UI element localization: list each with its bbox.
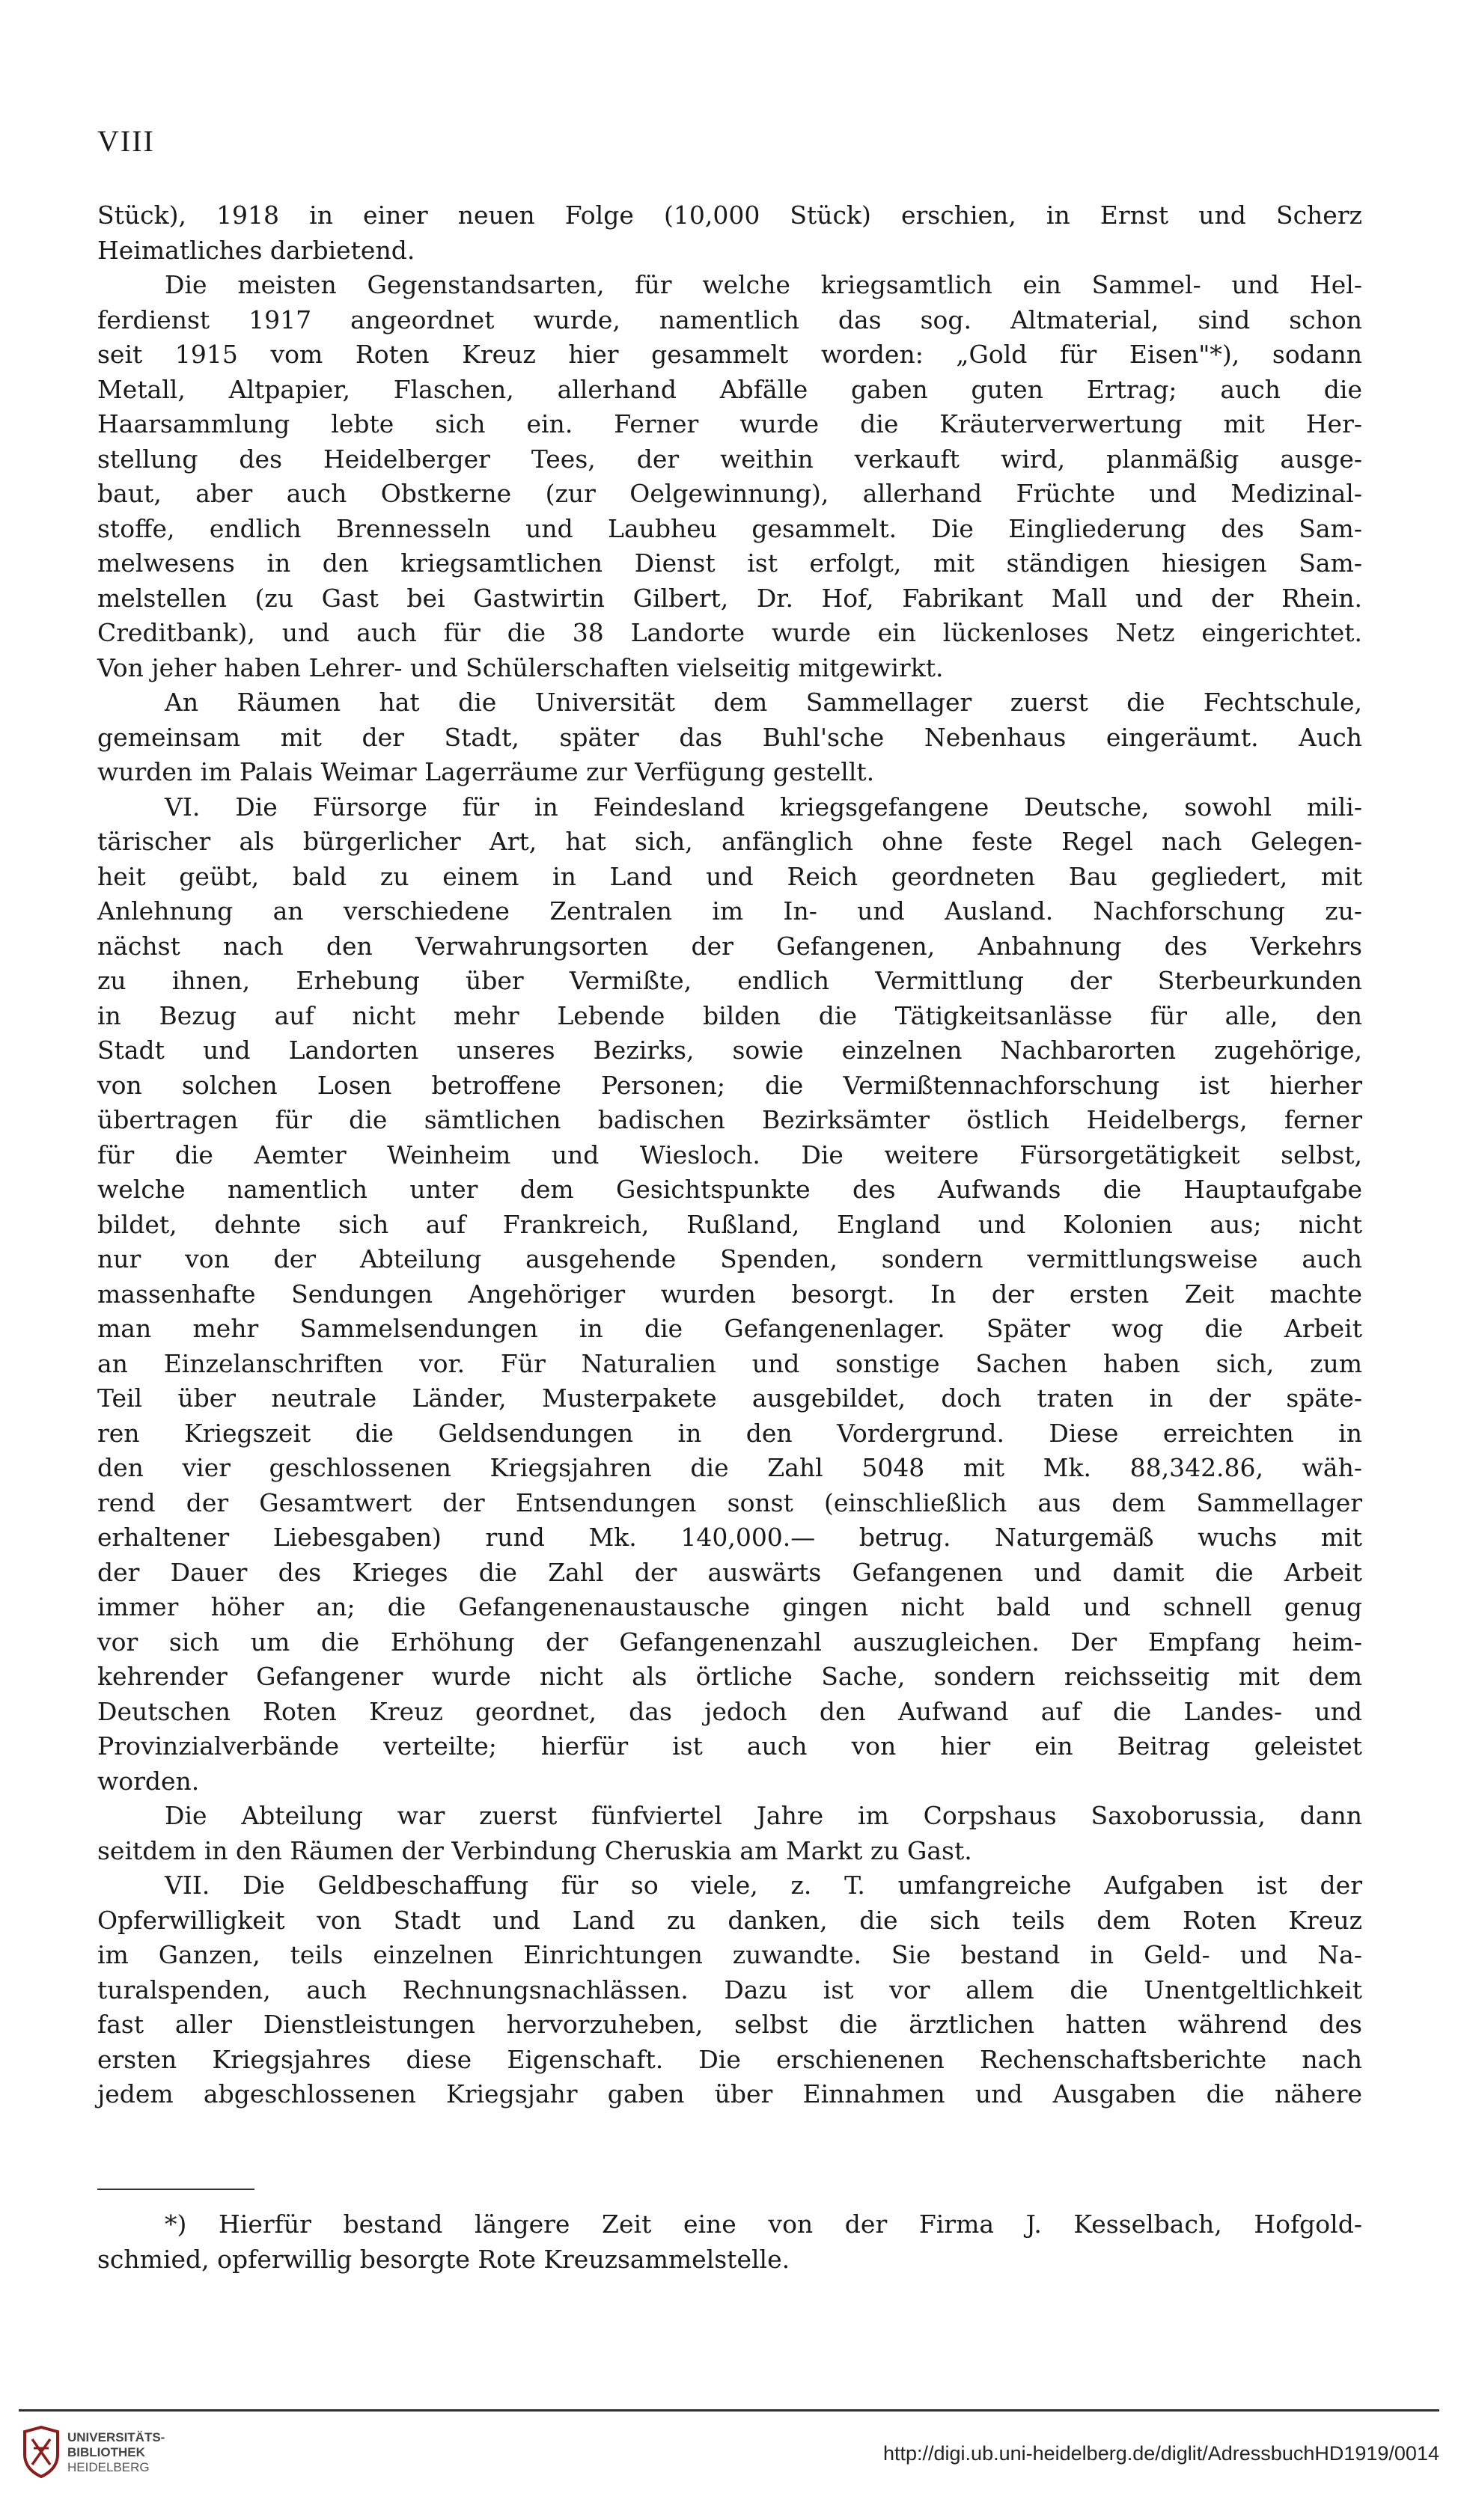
text-line: erhaltener Liebesgaben) rund Mk. 140,000.— betrug. Naturgemäß wuchs mit: [97, 1523, 1362, 1552]
text-line: nur von der Abteilung ausgehende Spenden, sondern vermittlungsweise auch: [97, 1244, 1362, 1273]
text-line: kehrender Gefangener wurde nicht als örtliche Sache, sondern reichsseitig mit dem: [97, 1662, 1362, 1691]
text-line: vor sich um die Erhöhung der Gefangenenzahl auszugleichen. Der Empfang heim-: [97, 1627, 1362, 1657]
text-line: turalspenden, auch Rechnungsnachlässen. Dazu ist vor allem die Unentgeltlichkeit: [97, 1975, 1362, 2004]
library-logo[interactable]: [19, 2426, 64, 2481]
text-line: seit 1915 vom Roten Kreuz hier gesammelt worden: „Gold für Eisen"*), sodann: [97, 340, 1362, 369]
text-line: tärischer als bürgerlicher Art, hat sich, anfänglich ohne feste Regel nach Gelegen-: [97, 827, 1362, 856]
text-line: Die Abteilung war zuerst fünfviertel Jahre im Corpshaus Saxoborussia, dann: [165, 1801, 1362, 1830]
text-line: baut, aber auch Obstkerne (zur Oelgewinnung), allerhand Früchte und Medizinal-: [97, 479, 1362, 508]
text-line: stellung des Heidelberger Tees, der weithin verkauft wird, planmäßig ausge-: [97, 444, 1362, 474]
library-seal-icon: [19, 2426, 64, 2478]
footnote: [97, 2207, 1362, 2277]
text-line: Die meisten Gegenstandsarten, für welche kriegsamtlich ein Sammel- und Hel-: [165, 270, 1362, 299]
text-line: Deutschen Roten Kreuz geordnet, das jedoch den Aufwand auf die Landes- und: [97, 1696, 1362, 1726]
text-line: immer höher an; die Gefangenenaustausche gingen nicht bald und schnell genug: [97, 1592, 1362, 1621]
footer-bar: [0, 2409, 1458, 2520]
text-line: melwesens in den kriegsamtlichen Dienst ist erfolgt, mit ständigen hiesigen Sam-: [97, 548, 1362, 578]
text-line: an Einzelanschriften vor. Für Naturalien und sonstige Sachen haben sich, zum: [97, 1348, 1362, 1378]
text-line: Opferwilligkeit von Stadt und Land zu danken, die sich teils dem Roten Kreuz: [97, 1905, 1362, 1935]
text-line: ersten Kriegsjahres diese Eigenschaft. Die erschienenen Rechenschaftsberichte nach: [97, 2044, 1362, 2074]
text-line: ferdienst 1917 angeordnet wurde, namentlich das sog. Altmaterial, sind schon: [97, 305, 1362, 334]
text-line: rend der Gesamtwert der Entsendungen sonst (einschließlich aus dem Sammellager: [97, 1487, 1362, 1517]
page-number: VIII: [97, 124, 155, 158]
text-line: Von jeher haben Lehrer- und Schülerschaften vielseitig mitgewirkt.: [97, 652, 944, 682]
text-line: den vier geschlossenen Kriegsjahren die Zahl 5048 mit Mk. 88,342.86, wäh-: [97, 1453, 1362, 1482]
text-line: man mehr Sammelsendungen in die Gefangenenlager. Später wog die Arbeit: [97, 1314, 1362, 1343]
body-text: [97, 198, 1362, 2112]
text-line: Stadt und Landorten unseres Bezirks, sowie einzelnen Nachbarorten zugehörige,: [97, 1036, 1362, 1065]
library-name: [67, 2430, 165, 2475]
library-name-line1: UNIVERSITÄTS-: [67, 2430, 165, 2444]
text-line: gemeinsam mit der Stadt, später das Buhl'sche Nebenhaus eingeräumt. Auch: [97, 722, 1362, 752]
text-line: Metall, Altpapier, Flaschen, allerhand Abfälle gaben guten Ertrag; auch die: [97, 374, 1362, 404]
footnote-line: *) Hierfür bestand längere Zeit eine von der Firma J. Kesselbach, Hofgold-: [165, 2209, 1362, 2239]
text-line: jedem abgeschlossenen Kriegsjahr gaben über Einnahmen und Ausgaben die nähere: [97, 2079, 1362, 2108]
text-line: im Ganzen, teils einzelnen Einrichtungen zuwandte. Sie bestand in Geld- und Na-: [97, 1940, 1362, 1969]
text-line: von solchen Losen betroffene Personen; die Vermißtennachforschung ist hierher: [97, 1070, 1362, 1100]
text-line: seitdem in den Räumen der Verbindung Cheruskia am Markt zu Gast.: [97, 1835, 972, 1865]
text-line: Creditbank), und auch für die 38 Landorte wurde ein lückenloses Netz eingerichtet.: [97, 618, 1362, 647]
text-line: in Bezug auf nicht mehr Lebende bilden die Tätigkeitsanlässe für alle, den: [97, 1000, 1362, 1030]
text-line: melstellen (zu Gast bei Gastwirtin Gilbert, Dr. Hof, Fabrikant Mall und der Rhein.: [97, 583, 1362, 613]
text-line: bildet, dehnte sich auf Frankreich, Rußland, England und Kolonien aus; nicht: [97, 1209, 1362, 1239]
text-line: VII. Die Geldbeschaffung für so viele, z. T. umfangreiche Aufgaben ist der: [165, 1871, 1362, 1900]
text-line: fast aller Dienstleistungen hervorzuheben, selbst die ärztlichen hatten während des: [97, 2010, 1362, 2039]
text-line: Anlehnung an verschiedene Zentralen im In- und Ausland. Nachforschung zu-: [97, 896, 1362, 926]
text-line: wurden im Palais Weimar Lagerräume zur Verfügung gestellt.: [97, 757, 875, 786]
library-name-line2: BIBLIOTHEK: [67, 2445, 145, 2459]
text-line: übertragen für die sämtlichen badischen Bezirksämter östlich Heidelbergs, ferner: [97, 1105, 1362, 1134]
text-line: ren Kriegszeit die Geldsendungen in den Vordergrund. Diese erreichten in: [97, 1418, 1362, 1448]
text-line: massenhafte Sendungen Angehöriger wurden besorgt. In der ersten Zeit machte: [97, 1279, 1362, 1309]
text-line: Provinzialverbände verteilte; hierfür ist auch von hier ein Beitrag geleistet: [97, 1731, 1362, 1761]
footnote-divider: [97, 2189, 254, 2190]
library-name-line3: HEIDELBERG: [67, 2460, 150, 2474]
text-line: VI. Die Fürsorge für in Feindesland kriegsgefangene Deutsche, sowohl mili-: [165, 792, 1362, 822]
footnote-line: schmied, opferwillig besorgte Rote Kreuzsammelstelle.: [97, 2244, 790, 2274]
text-line: zu ihnen, Erhebung über Vermißte, endlich Vermittlung der Sterbeurkunden: [97, 966, 1362, 995]
text-line: Stück), 1918 in einer neuen Folge (10,000 Stück) erschien, in Ernst und Scherz: [97, 201, 1362, 230]
source-url[interactable]: http://digi.ub.uni-heidelberg.de/diglit/AdressbuchHD1919/0014: [882, 2442, 1439, 2465]
text-line: Teil über neutrale Länder, Musterpakete ausgebildet, doch traten in der späte-: [97, 1383, 1362, 1413]
text-line: worden.: [97, 1766, 200, 1796]
text-line: welche namentlich unter dem Gesichtspunkte des Aufwands die Hauptaufgabe: [97, 1175, 1362, 1204]
text-line: für die Aemter Weinheim und Wiesloch. Die weitere Fürsorgetätigkeit selbst,: [97, 1140, 1362, 1169]
text-line: stoffe, endlich Brennesseln und Laubheu gesammelt. Die Eingliederung des Sam-: [97, 513, 1362, 543]
text-line: nächst nach den Verwahrungsorten der Gefangenen, Anbahnung des Verkehrs: [97, 931, 1362, 961]
footer-divider: [19, 2409, 1439, 2412]
text-line: heit geübt, bald zu einem in Land und Reich geordneten Bau gegliedert, mit: [97, 861, 1362, 891]
text-line: Haarsammlung lebte sich ein. Ferner wurde die Kräuterverwertung mit Her-: [97, 409, 1362, 438]
text-line: der Dauer des Krieges die Zahl der auswärts Gefangenen und damit die Arbeit: [97, 1557, 1362, 1587]
text-line: Heimatliches darbietend.: [97, 235, 415, 265]
text-line: An Räumen hat die Universität dem Sammellager zuerst die Fechtschule,: [165, 688, 1362, 717]
